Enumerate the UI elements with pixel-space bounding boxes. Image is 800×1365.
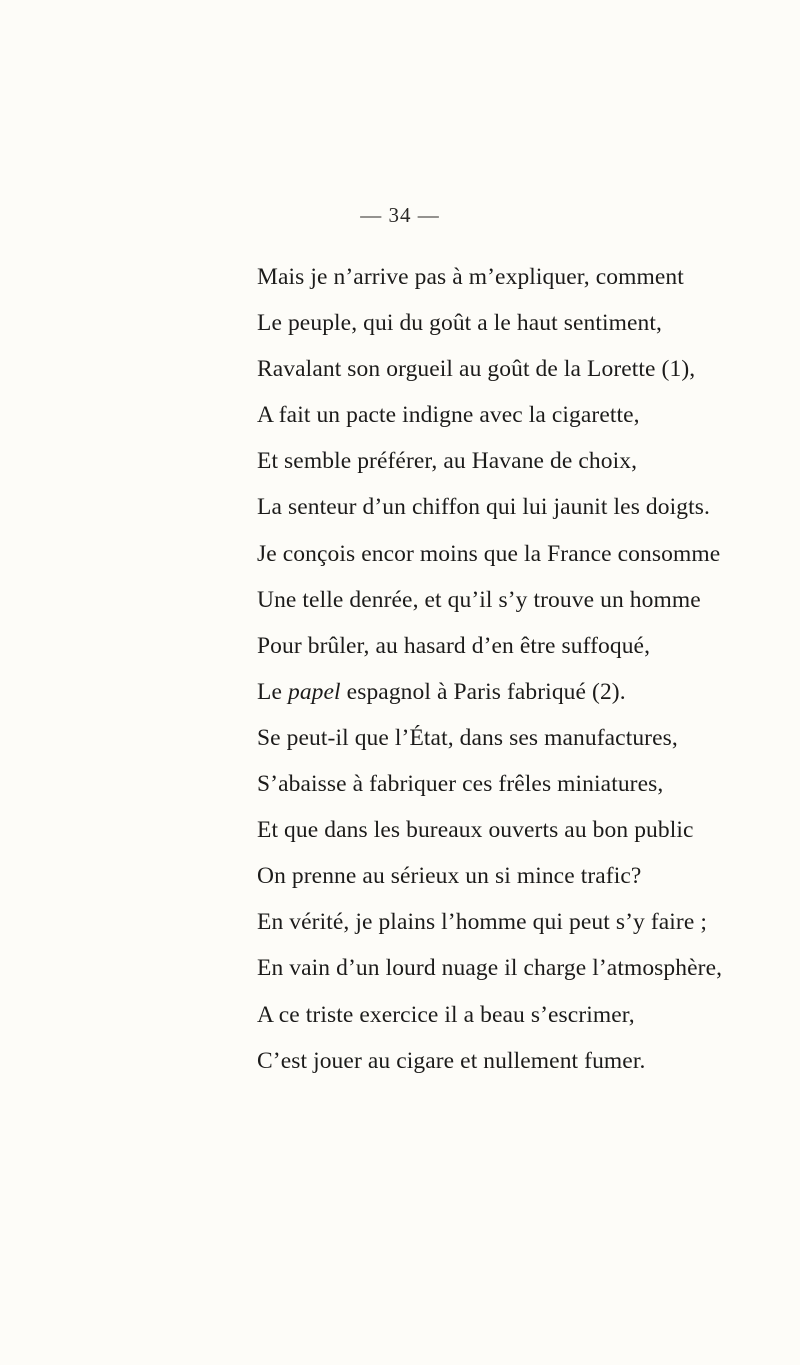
verse-line xyxy=(257,629,797,675)
verse-line xyxy=(257,675,797,721)
verse-line xyxy=(257,1044,797,1090)
verse-text: En vérité, je plains l’homme qui peut s’y faire ; xyxy=(257,909,707,936)
verse-line xyxy=(257,859,797,905)
verse-line xyxy=(257,306,797,352)
poem-body xyxy=(257,260,797,1090)
verse-line xyxy=(257,352,797,398)
verse-line xyxy=(257,767,797,813)
verse-italic-word: papel xyxy=(287,678,341,705)
verse-line xyxy=(257,537,797,583)
verse-text: Je conçois encor moins que la France consomme xyxy=(257,540,721,567)
verse-text: Le peuple, qui du goût a le haut sentiment, xyxy=(257,310,663,337)
verse-text: Une telle denrée, et qu’il s’y trouve un homme xyxy=(257,586,701,613)
verse-line xyxy=(257,444,797,490)
verse-text: S’abaisse à fabriquer ces frêles miniatures, xyxy=(257,771,664,798)
verse-line xyxy=(257,260,797,306)
verse-text: Et que dans les bureaux ouverts au bon public xyxy=(257,817,694,844)
verse-text: Ravalant son orgueil au goût de la Lorette (1), xyxy=(257,356,696,383)
verse-text: En vain d’un lourd nuage il charge l’atmosphère, xyxy=(257,955,723,982)
verse-text: C’est jouer au cigare et nullement fumer. xyxy=(257,1047,646,1074)
verse-text: A fait un pacte indigne avec la cigarette, xyxy=(257,402,640,429)
verse-line xyxy=(257,813,797,859)
verse-text: espagnol à Paris fabriqué (2). xyxy=(340,678,626,705)
verse-text: Se peut-il que l’État, dans ses manufactures, xyxy=(257,724,678,751)
page-number: — 34 — xyxy=(360,203,440,227)
verse-text: Le xyxy=(257,678,288,705)
verse-text: Et semble préférer, au Havane de choix, xyxy=(257,448,638,475)
verse-line xyxy=(257,998,797,1044)
verse-text: On prenne au sérieux un si mince trafic? xyxy=(257,863,642,890)
verse-line xyxy=(257,905,797,951)
verse-text: A ce triste exercice il a beau s’escrimer, xyxy=(257,1001,635,1028)
verse-text: La senteur d’un chiffon qui lui jaunit les doigts. xyxy=(257,494,710,521)
verse-line xyxy=(257,721,797,767)
verse-text: Pour brûler, au hasard d’en être suffoqué, xyxy=(257,632,651,659)
verse-line xyxy=(257,490,797,536)
verse-line xyxy=(257,583,797,629)
verse-line xyxy=(257,951,797,997)
verse-text: Mais je n’arrive pas à m’expliquer, comment xyxy=(257,264,684,290)
verse-line xyxy=(257,398,797,444)
